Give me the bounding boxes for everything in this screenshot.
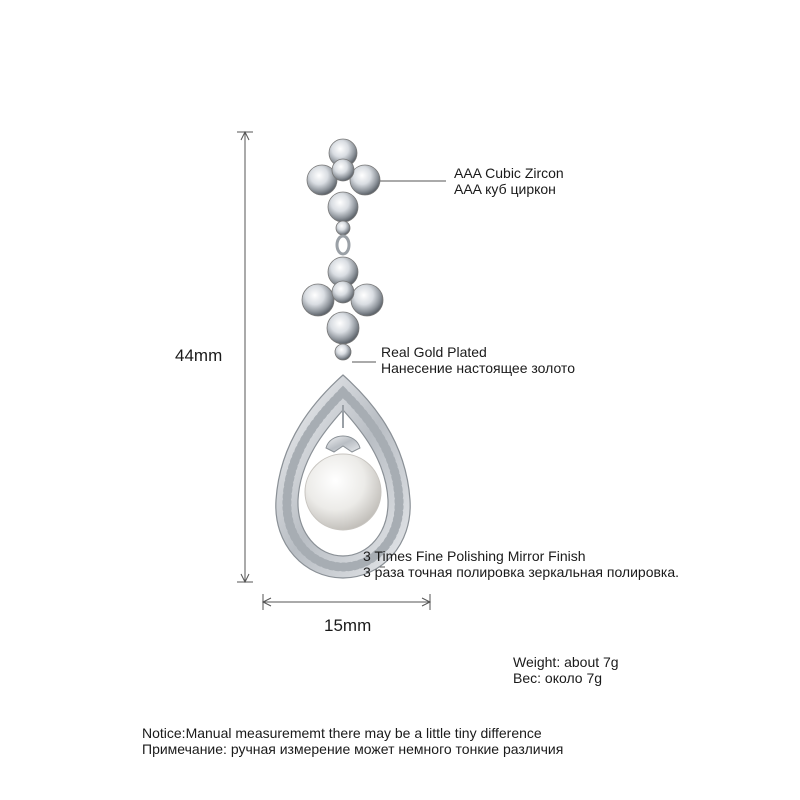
zircon-callout-ru: AAA куб циркон: [454, 181, 556, 197]
plating-callout-ru: Нанесение настоящее золото: [381, 360, 575, 376]
height-label: 44mm: [175, 346, 223, 365]
plating-callout-en: Real Gold Plated: [381, 344, 487, 360]
plating-callout: [381, 344, 575, 376]
middle-zircon-cluster: [302, 257, 383, 360]
finish-callout: [363, 548, 679, 580]
finish-callout-en: 3 Times Fine Polishing Mirror Finish: [363, 548, 586, 564]
finish-callout-ru: 3 раза точная полировка зеркальная полировка.: [363, 564, 680, 580]
zircon-callout-en: AAA Cubic Zircon: [454, 165, 564, 181]
width-label: 15mm: [324, 616, 372, 635]
weight-info: [513, 654, 619, 686]
weight-en: Weight: about 7g: [513, 654, 619, 670]
top-zircon-cluster: [307, 139, 380, 235]
notice-ru: Примечание: ручная измерение может немного тонкие различия: [142, 741, 564, 757]
zircon-callout: [454, 165, 564, 197]
width-dimension-line: [263, 594, 430, 610]
connector-link: [337, 236, 349, 254]
notice-en: Notice:Manual measurememt there may be a little tiny difference: [142, 725, 542, 741]
height-dimension-line: [237, 132, 253, 582]
weight-ru: Вес: около 7g: [513, 670, 603, 686]
notice: [142, 725, 563, 757]
